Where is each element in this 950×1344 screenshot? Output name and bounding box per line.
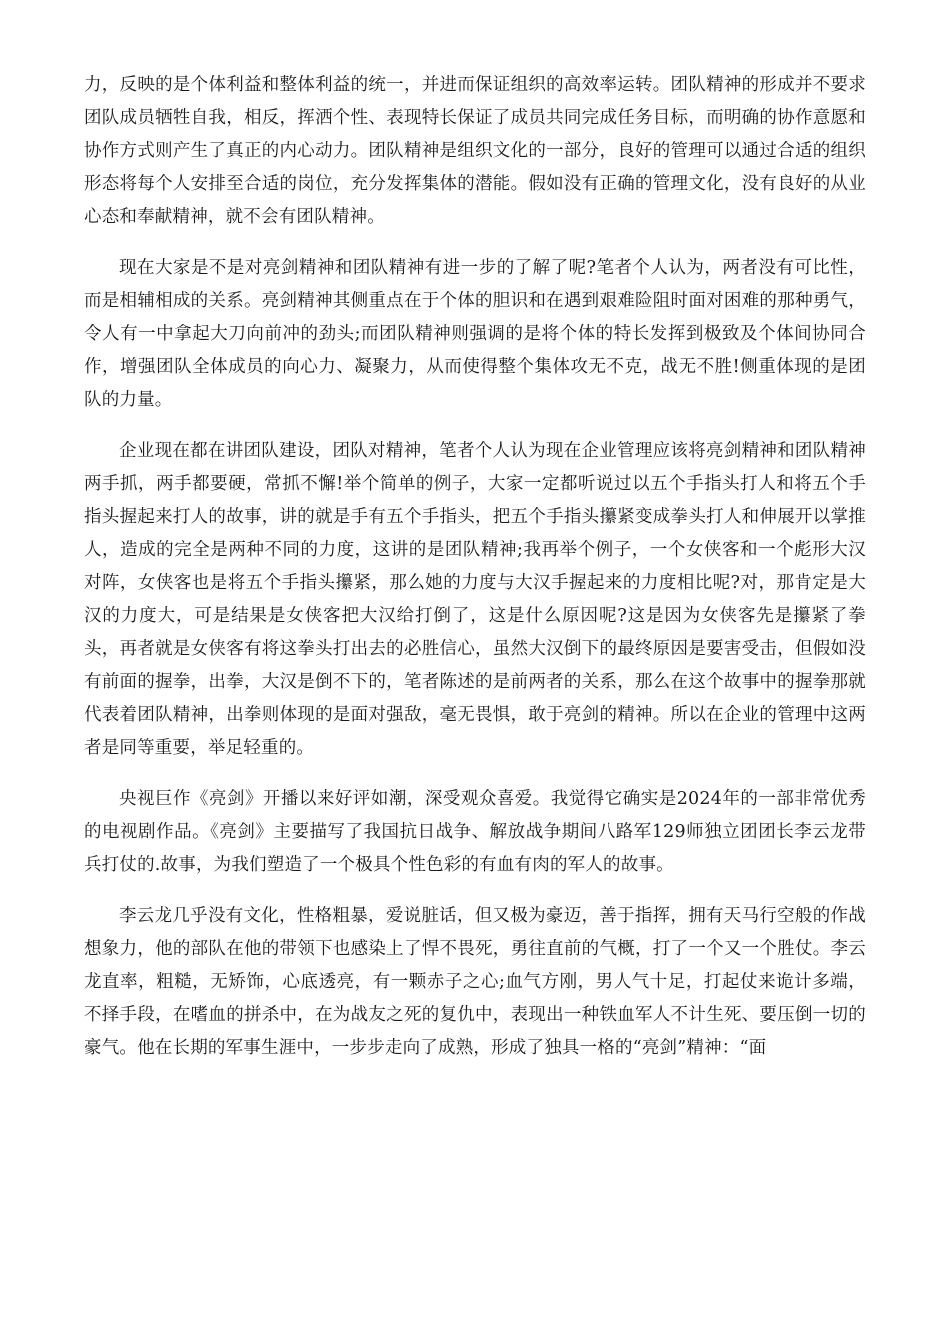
paragraph-5: 李云龙几乎没有文化，性格粗暴，爱说脏话，但又极为豪迈，善于指挥，拥有天马行空般的作战想象力，他的部队在他的带领下也感染上了悍不畏死，勇往直前的气概，打了一个又一个胜仗。李云龙直率，粗糙，无矫饰，心底透亮，有一颗赤子之心;血气方刚，男人气十足，打起仗来诡计多端，不择手段，在嗜血的拼杀中，在为战友之死的复仇中，表现出一种铁血军人不计生死、要压倒一切的豪气。他在长期的军事生涯中，一步步走向了成熟，形成了独具一格的“亮剑”精神：“面: [84, 906, 866, 1058]
paragraph-2: 现在大家是不是对亮剑精神和团队精神有进一步的了解了呢?笔者个人认为，两者没有可比性，而是相辅相成的关系。亮剑精神其侧重点在于个体的胆识和在遇到艰难险阻时面对困难的那种勇气，令人有一中拿起大刀向前冲的劲头;而团队精神则强调的是将个体的特长发挥到极致及个体间协同合作，增强团队全体成员的向心力、凝聚力，从而使得整个集体攻无不克，战无不胜!侧重体现的是团队的力量。: [84, 258, 866, 410]
paragraph-1: 力，反映的是个体利益和整体利益的统一，并进而保证组织的高效率运转。团队精神的形成并不要求团队成员牺牲自我，相反，挥洒个性、表现特长保证了成员共同完成任务目标，而明确的协作意愿和协作方式则产生了真正的内心动力。团队精神是组织文化的一部分，良好的管理可以通过合适的组织形态将每个人安排至合适的岗位，充分发挥集体的潜能。假如没有正确的管理文化，没有良好的从业心态和奉献精神，就不会有团队精神。: [84, 75, 866, 227]
document-body: [84, 69, 866, 1083]
paragraph-3: 企业现在都在讲团队建设，团队对精神，笔者个人认为现在企业管理应该将亮剑精神和团队精神两手抓，两手都要硬，常抓不懈!举个简单的例子，大家一定都听说过以五个手指头打人和将五个手指头握起来打人的故事，讲的就是手有五个手指头，把五个手指头攥紧变成拳头打人和伸展开以掌推人，造成的完全是两种不同的力度，这讲的是团队精神;我再举个例子，一个女侠客和一个彪形大汉对阵，女侠客也是将五个手指头攥紧，那么她的力度与大汉手握起来的力度相比呢?对，那肯定是大汉的力度大，可是结果是女侠客把大汉给打倒了，这是什么原因呢?这是因为女侠客先是攥紧了拳头，再者就是女侠客有将这拳头打出去的必胜信心，虽然大汉倒下的最终原因是要害受击，但假如没有前面的握拳，出拳，大汉是倒不下的，笔者陈述的是前两者的关系，那么在这个故事中的握拳那就代表着团队精神，出拳则体现的是面对强敌，毫无畏惧，敢于亮剑的精神。所以在企业的管理中这两者是同等重要，举足轻重的。: [84, 441, 866, 758]
paragraph-4: 央视巨作《亮剑》开播以来好评如潮，深受观众喜爱。我觉得它确实是2024年的一部非常优秀的电视剧作品。《亮剑》主要描写了我国抗日战争、解放战争期间八路军129师独立团团长李云龙带兵打仗的.故事，为我们塑造了一个极具个性色彩的有血有肉的军人的故事。: [84, 789, 866, 875]
